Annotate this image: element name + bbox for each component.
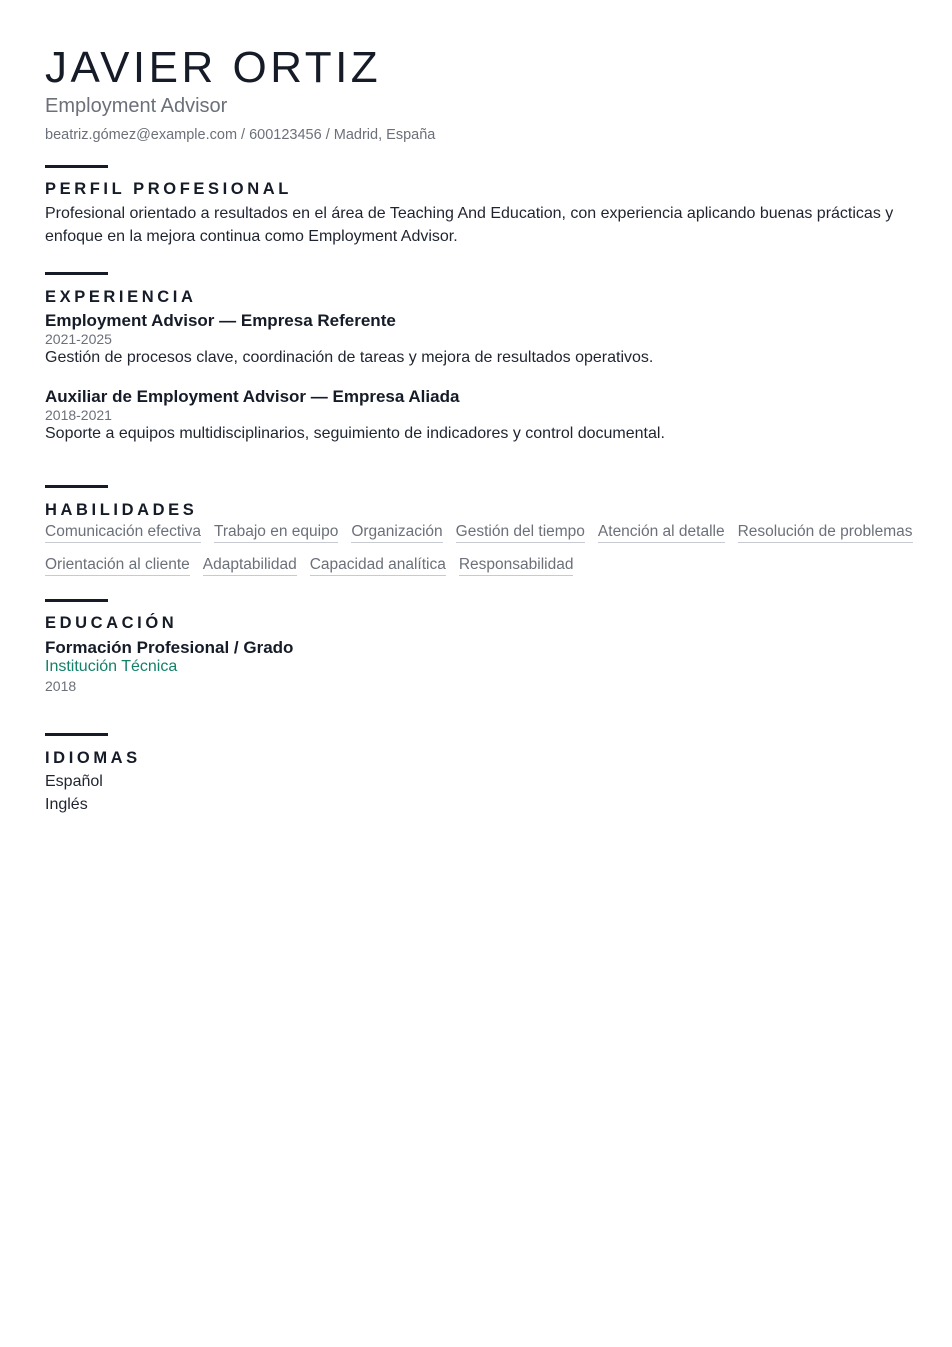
education-degree: Formación Profesional / Grado	[45, 638, 294, 657]
language-item: Inglés	[45, 796, 88, 813]
skill-tag: Organización	[351, 523, 442, 543]
section-divider	[45, 165, 108, 168]
profile-summary: Profesional orientado a resultados en el área de Teaching And Education, con experiencia aplicando buenas prácticas y enfoque en la mejora continua como Employment Advisor.	[45, 205, 894, 245]
section-title-education: EDUCACIÓN	[45, 614, 178, 632]
job-heading: Employment Advisor — Empresa Referente	[45, 311, 396, 330]
skill-tag: Resolución de problemas	[738, 523, 913, 543]
section-title-skills: HABILIDADES	[45, 501, 198, 519]
skill-tag: Gestión del tiempo	[456, 523, 585, 543]
job-dates: 2021-2025	[45, 331, 112, 347]
candidate-role: Employment Advisor	[45, 95, 228, 117]
education-institution: Institución Técnica	[45, 658, 178, 675]
skills-list	[45, 523, 915, 576]
contact-line: beatriz.gómez@example.com / 600123456 / Madrid, España	[45, 127, 436, 143]
language-item: Español	[45, 773, 103, 790]
skill-tag: Trabajo en equipo	[214, 523, 338, 543]
skill-tag: Orientación al cliente	[45, 556, 190, 576]
skill-tag: Atención al detalle	[598, 523, 725, 543]
section-divider	[45, 485, 108, 488]
section-divider	[45, 272, 108, 275]
candidate-name: JAVIER ORTIZ	[45, 43, 382, 92]
job-description: Soporte a equipos multidisciplinarios, seguimiento de indicadores y control documental.	[45, 425, 665, 442]
section-title-profile: PERFIL PROFESIONAL	[45, 180, 292, 198]
job-description: Gestión de procesos clave, coordinación de tareas y mejora de resultados operativos.	[45, 349, 654, 366]
skill-tag: Responsabilidad	[459, 556, 574, 576]
job-heading: Auxiliar de Employment Advisor — Empresa Aliada	[45, 387, 460, 406]
skill-tag: Adaptabilidad	[203, 556, 297, 576]
section-divider	[45, 733, 108, 736]
skill-tag: Comunicación efectiva	[45, 523, 201, 543]
section-title-languages: IDIOMAS	[45, 749, 141, 767]
education-year: 2018	[45, 678, 77, 694]
skill-tag: Capacidad analítica	[310, 556, 446, 576]
section-divider	[45, 599, 108, 602]
section-title-experience: EXPERIENCIA	[45, 288, 197, 306]
job-dates: 2018-2021	[45, 407, 112, 423]
